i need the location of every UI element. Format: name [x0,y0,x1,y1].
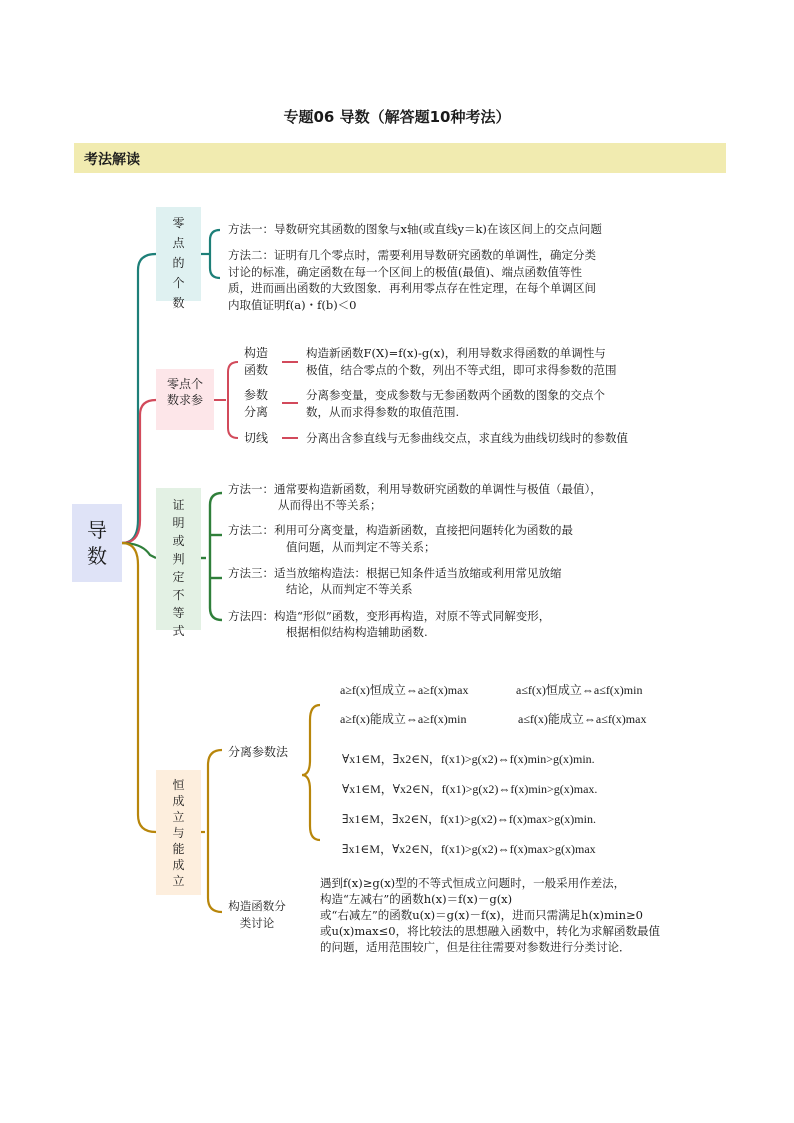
branch4-sub2-line4: 或u(x)max≤0，将比较法的思想融入函数中，转化为求解函数最值 [320,924,661,938]
branch3-label: 证明或判定不等式 [172,498,185,638]
section-title: 考法解读 [84,152,140,168]
branch4-sub2-line5: 的问题，适用范围较广，但是往往需要对参数进行分类讨论． [320,940,631,954]
connector-root-branch2 [122,400,156,543]
branch2-sub2-line2: 数，从而求得参数的取值范围. [306,405,460,419]
formula-2: a≤f(x)恒成立⇔a≤f(x)min [516,683,643,697]
branch2-sub3-label: 切线 [243,431,268,445]
page-title: 专题06 导数（解答题10种考法） [283,108,511,126]
branch1-method2-line4: 内取值证明f(a)・f(b)＜0 [228,298,357,312]
branch3-method1-line1: 方法一：通常要构造新函数，利用导数研究函数的单调性与极值（最值）， [228,482,602,496]
branch2-label: 零点个数求参 [166,377,203,407]
branch4-node [156,770,201,895]
connector-root-branch3 [122,543,156,558]
branch2-node [156,369,214,430]
branch2-sub1-label: 构造函数 [243,346,268,377]
branch2-sub2-label: 参数分离 [243,388,268,419]
bracket-branch4 [201,705,320,912]
branch2-sub1-line2: 极值，结合零点的个数，列出不等式组，即可求得参数的范围 [306,363,617,377]
formula-1: a≥f(x)恒成立⇔a≥f(x)max [340,683,469,697]
branch2-sub3-line1: 分离出含参直线与无参曲线交点，求直线为曲线切线时的参数值 [306,431,628,445]
root-node [72,504,122,582]
formula-6: ∀x1∈M，∀x2∈N，f(x1)>g(x2)⇔f(x)min>g(x)max. [342,782,598,796]
formula-5: ∀x1∈M，∃x2∈N，f(x1)>g(x2)⇔f(x)min>g(x)min. [342,752,595,766]
bracket-branch3 [201,493,222,620]
branch4-sub2-label: 构造函数分类讨论 [228,899,286,930]
branch4-sub2-line2: 构造“左减右”的函数h(x)＝f(x)－g(x) [320,892,513,906]
branch2-sub1-line1: 构造新函数F(X)=f(x)-g(x)，利用导数求得函数的单调性与 [306,346,606,360]
branch4-sub2-line3: 或“右减左”的函数u(x)＝g(x)－f(x)，进而只需满足h(x)min≥0 [320,908,643,922]
section-banner [74,143,726,173]
branch3-method1-line2: 从而得出不等关系； [278,498,382,512]
branch4-label: 恒成立与能成立 [172,778,185,888]
branch4-sub1-label: 分离参数法 [228,745,289,759]
branch1-label: 零点的个数 [172,216,185,310]
branch3-method3-line2: 结论，从而判定不等关系 [286,582,413,596]
formula-8: ∃x1∈M，∀x2∈N，f(x1)>g(x2)⇔f(x)max>g(x)max [342,842,596,856]
branch2-sub2-line1: 分离参变量，变成参数与无参函数两个函数的图象的交点个 [306,388,605,402]
branch1-method2-line1: 方法二：证明有几个零点时，需要利用导数研究函数的单调性，确定分类 [228,248,596,262]
branch3-method4-line1: 方法四：构造“形似”函数，变形再构造，对原不等式同解变形， [228,609,551,623]
root-label: 导数 [87,518,107,568]
formula-4: a≤f(x)能成立⇔a≤f(x)max [518,712,647,726]
branch4-sub2-line1: 遇到f(x)≥g(x)型的不等式恒成立问题时，一般采用作差法， [320,876,626,890]
branch1-method2-line3: 质，进而画出函数的大致图象．再利用零点存在性定理，在每个单调区间 [228,281,596,295]
branch1-node [156,207,201,310]
connector-root-branch4 [122,543,156,832]
branch1-method1: 方法一：导数研究其函数的图象与x轴(或直线y＝k)在该区间上的交点问题 [228,222,602,236]
branch3-method2-line2: 值问题，从而判定不等关系； [286,540,436,554]
branch3-method4-line2: 根据相似结构构造辅助函数. [286,625,428,639]
branch3-node [156,488,201,638]
formula-7: ∃x1∈M，∃x2∈N，f(x1)>g(x2)⇔f(x)max>g(x)min. [342,812,596,826]
branch3-method2-line1: 方法二：利用可分离变量，构造新函数，直接把问题转化为函数的最 [228,523,573,537]
formula-3: a≥f(x)能成立⇔a≥f(x)min [340,712,467,726]
branch1-method2-line2: 讨论的标准，确定函数在每一个区间上的极值(最值)、端点函数值等性 [228,265,582,279]
bracket-branch1 [201,230,220,278]
branch3-method3-line1: 方法三：适当放缩构造法：根据已知条件适当放缩或利用常见放缩 [228,566,562,580]
